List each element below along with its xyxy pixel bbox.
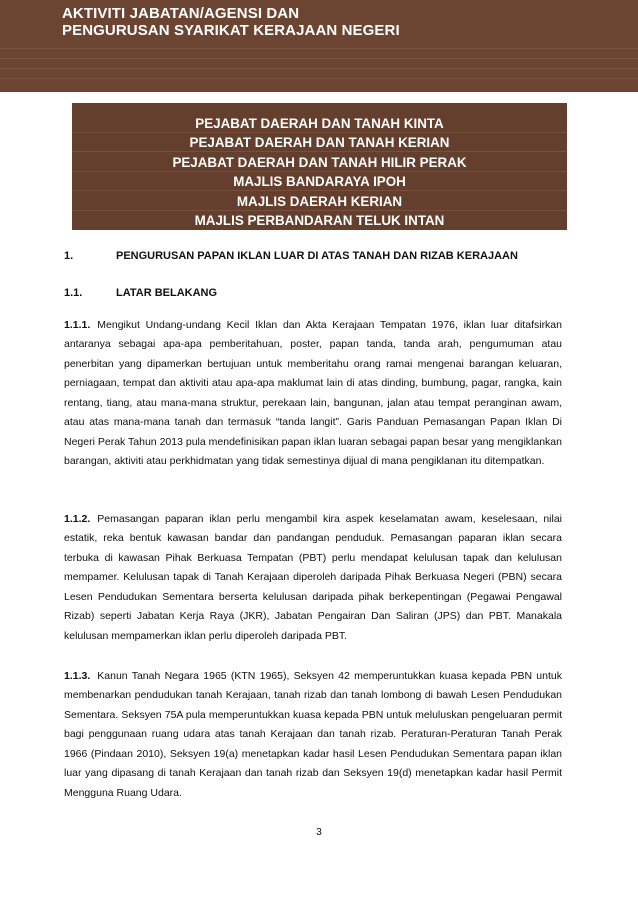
- header-stripe: [0, 48, 638, 49]
- paragraph: [64, 316, 562, 472]
- paragraph-text: Pemasangan paparan iklan perlu mengambil kira aspek keselamatan awam, keselesaan, nilai estatik, reka bentuk kawasan bandar dan pandangan penduduk. Pemasangan paparan iklan secara terbuka di kawasan Pihak Berkuasa Tempatan (PBT) perlu mendapat kelulusan tapak dan kelulusan mempamer. Kelulusan tapak di Tanah Kerajaan diperoleh daripada Pihak Berkuasa Negeri (PBN) secara Lesen Pendudukan Sementara berserta kelulusan daripada pihak berkepentingan (Pegawai Pengawal Rizab) seperti Jabatan Kerja Raya (JKR), Jabatan Pengairan Dan Saliran (JPS) dan PBT. Manakala kelulusan mempamerkan iklan perlu diperoleh daripada PBT.: [64, 513, 562, 642]
- paragraph: [64, 510, 562, 646]
- paragraph-text: Kanun Tanah Negara 1965 (KTN 1965), Seksyen 42 memperuntukkan kuasa kepada PBN untuk membenarkan pendudukan tanah Kerajaan, tanah rizab dan tanah lombong di bawah Lesen Pendudukan Sementara. Seksyen 75A pula memperuntukkan kuasa kepada PBN untuk meluluskan pengeluaran permit bagi penggunaan ruang udara atas tanah Kerajaan dan tanah rizab. Peraturan-Peraturan Tanah Perak 1966 (Pindaan 2010), Seksyen 19(a) menetapkan kadar hasil Lesen Pendudukan Sementara papan iklan luar yang dipasang di tanah Kerajaan dan tanah rizab dan Seksyen 19(d) menetapkan kadar hasil Permit Mengguna Ruang Udara.: [64, 670, 562, 799]
- header-title-line-2: PENGURUSAN SYARIKAT KERAJAAN NEGERI: [62, 22, 400, 39]
- paragraph-text: Mengikut Undang-undang Kecil Iklan dan Akta Kerajaan Tempatan 1976, iklan luar ditafsirkan antaranya sebagai apa-apa pemberitahuan, poster, papan tanda, tanda arah, pengumuman atau penerbitan yang dipamerkan bertujuan untuk memberitahu orang ramai mengenai barangan keluaran, perniagaan, tempat dan aktiviti atau apa-apa maklumat lain di atas dinding, bumbung, pagar, rangka, kain rentang, tiang, atau mana-mana struktur, perekaan lain, bangunan, jalan atau tempat peranginan awam, atau atas mana-mana tanah dan termasuk “tanda langit”. Garis Panduan Pemasangan Papan Iklan Di Negeri Perak Tahun 2013 pula mendefinisikan papan iklan luaran sebagai papan besar yang mengiklankan barangan, aktiviti atau perkhidmatan yang tidak semestinya dijual di mana pengiklanan itu ditempatkan.: [64, 319, 562, 468]
- section-number: 1.: [64, 250, 74, 262]
- agency-name: PEJABAT DAERAH DAN TANAH KINTA: [195, 116, 444, 131]
- section-title: PENGURUSAN PAPAN IKLAN LUAR DI ATAS TANAH DAN RIZAB KERAJAAN: [116, 250, 518, 262]
- agency-name: MAJLIS DAERAH KERIAN: [236, 193, 403, 209]
- agency-name: MAJLIS PERBANDARAN TELUK INTAN: [194, 213, 445, 229]
- subsection-title: LATAR BELAKANG: [116, 287, 218, 299]
- paragraph-number: 1.1.3.: [64, 670, 91, 682]
- agency-box: [72, 103, 567, 230]
- subsection-heading: [64, 287, 217, 299]
- header-stripe: [0, 68, 638, 69]
- agency-name: PEJABAT DAERAH DAN TANAH HILIR PERAK: [172, 154, 467, 170]
- paragraph-number: 1.1.2.: [64, 513, 91, 525]
- page-number: 3: [316, 827, 322, 838]
- header-stripe: [0, 78, 638, 79]
- section-heading: [64, 250, 518, 262]
- agency-name: PEJABAT DAERAH DAN TANAH KERIAN: [189, 135, 450, 151]
- subsection-number: 1.1.: [64, 287, 83, 299]
- paragraph: [64, 667, 562, 803]
- header-title: [62, 5, 602, 39]
- agency-name: MAJLIS BANDARAYA IPOH: [233, 174, 406, 190]
- header-stripe: [0, 58, 638, 59]
- header-band: [0, 0, 638, 92]
- header-title-line-1: AKTIVITI JABATAN/AGENSI DAN: [62, 5, 300, 22]
- agency-list: [72, 114, 567, 230]
- paragraph-number: 1.1.1.: [64, 319, 91, 331]
